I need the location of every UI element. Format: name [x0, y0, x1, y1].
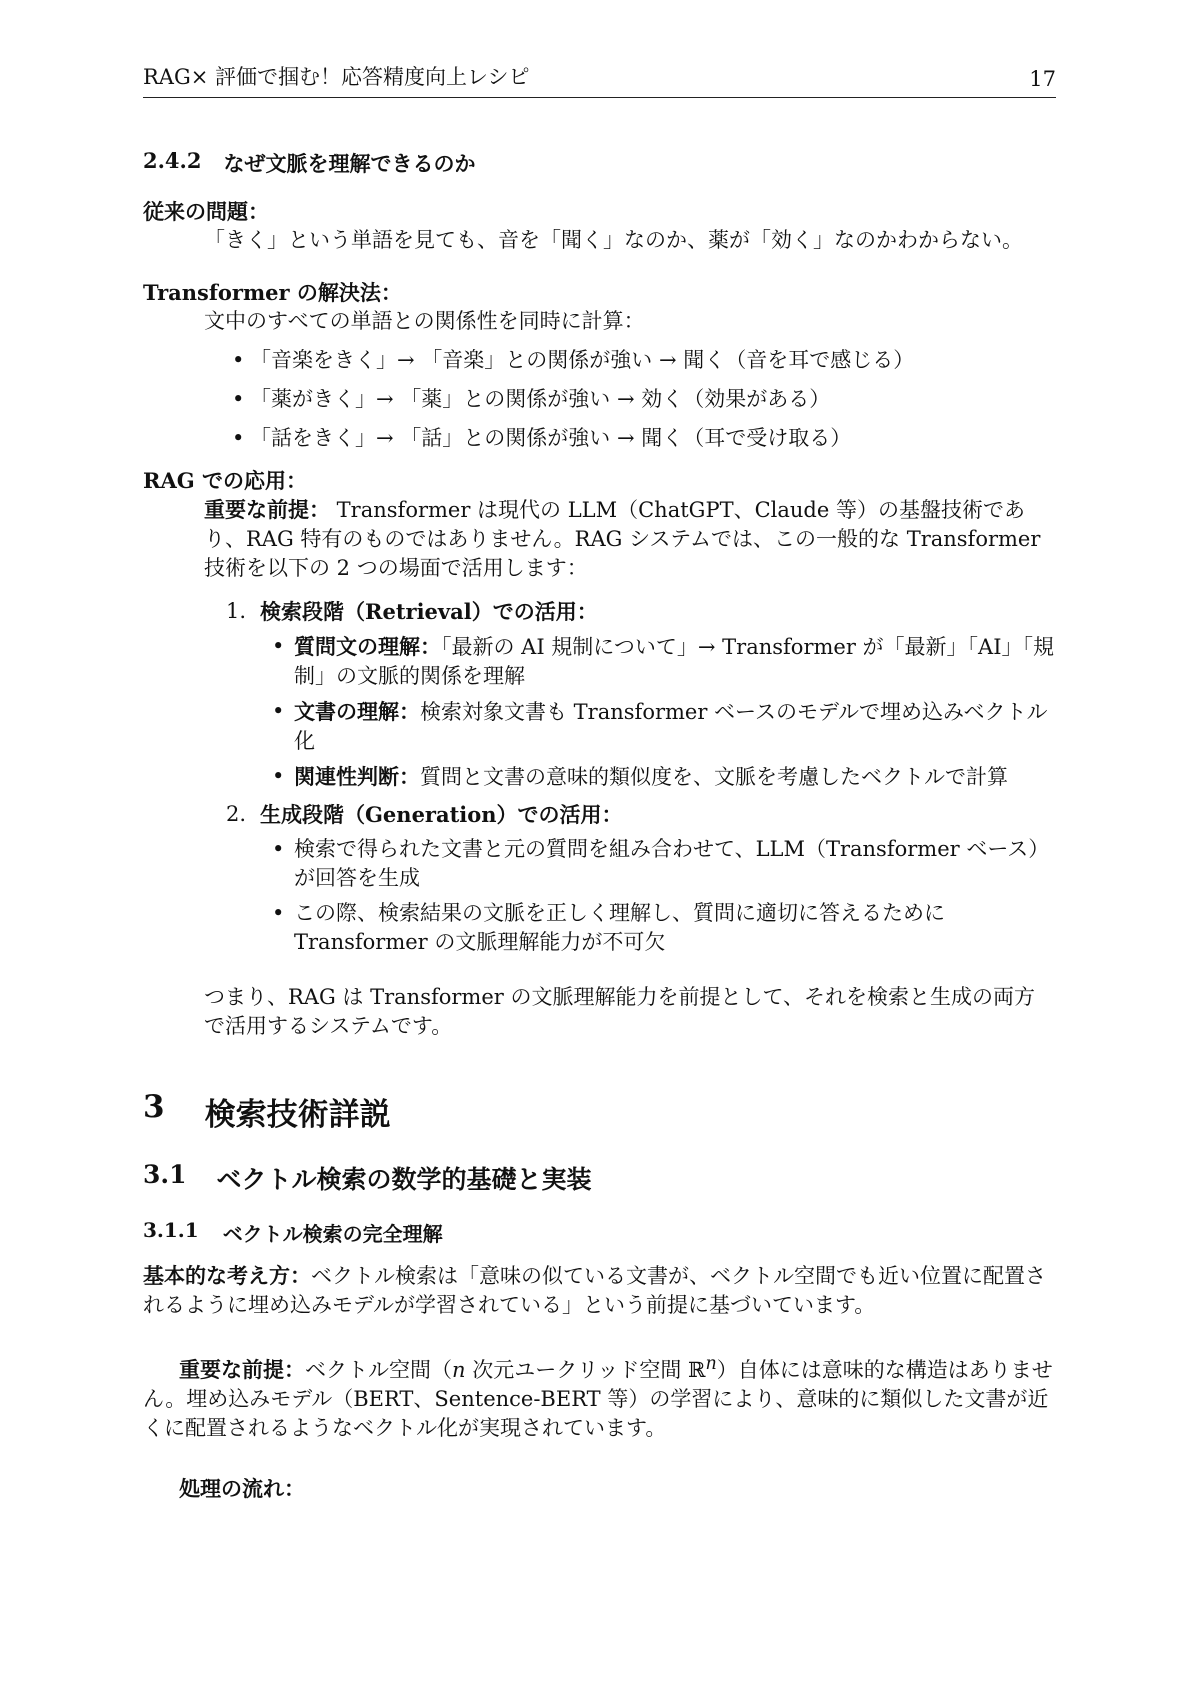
- running-header: [143, 64, 1056, 98]
- stage-number: 1.: [226, 599, 247, 623]
- list-item: [272, 697, 1056, 756]
- premise2-label: 重要な前提：: [179, 1357, 305, 1382]
- premise2-text-a: ベクトル空間（: [305, 1358, 452, 1382]
- flow-label: 処理の流れ：: [179, 1476, 305, 1501]
- header-title: RAG× 評価で掴む！応答精度向上レシピ: [143, 65, 530, 89]
- heading-3-1: [143, 1160, 1056, 1196]
- page-number: 17: [1029, 67, 1056, 91]
- basic-text: ベクトル検索は「意味の似ている文書が、ベクトル空間でも近い位置に配置されるように埋め込みモデルが学習されている」という前提に基づいています。: [143, 1264, 1046, 1317]
- rag-block: [204, 495, 1056, 1041]
- stage-number: 2.: [226, 802, 247, 826]
- list-item: • この際、検索結果の文脈を正しく理解し、質問に適切に答えるために Transformer の文脈理解能力が不可欠: [272, 899, 1056, 957]
- stage-title: 生成段階（Generation）での活用：: [260, 802, 623, 827]
- math-superscript: n: [705, 1354, 717, 1374]
- item-label: 質問文の理解：: [294, 634, 441, 659]
- math-real-symbol: ℝ: [688, 1358, 706, 1382]
- problem-label: 従来の問題：: [143, 199, 269, 224]
- basic-paragraph: [143, 1261, 1056, 1320]
- heading-title: 検索技術詳説: [204, 1097, 391, 1133]
- list-item: • 「音楽をきく」→ 「音楽」との関係が強い → 聞く（音を耳で感じる）: [232, 346, 1056, 375]
- heading-title: ベクトル検索の数学的基礎と実装: [216, 1165, 592, 1194]
- problem-body: 「きく」という単語を見ても、音を「聞く」なのか、薬が「効く」なのかわからない。: [204, 228, 1023, 252]
- heading-number: 2.4.2: [143, 148, 202, 173]
- basic-label: 基本的な考え方：: [143, 1263, 311, 1288]
- stage-item: [226, 597, 1056, 792]
- list-item: • 検索で得られた文書と元の質問を組み合わせて、LLM（Transformer ベース）が回答を生成: [272, 835, 1056, 893]
- list-item: • 「薬がきく」→ 「薬」との関係が強い → 効く（効果がある）: [232, 385, 1056, 414]
- rag-label: RAG での応用：: [143, 468, 307, 493]
- problem-text: [204, 226, 1056, 255]
- stage-sublist: [226, 835, 1056, 957]
- premise-label: 重要な前提：: [204, 497, 330, 522]
- solution-block: [204, 307, 1056, 453]
- stage-list: [204, 597, 1056, 957]
- premise-text: Transformer は現代の LLM（ChatGPT、Claude 等）の基盤技術であり、RAG 特有のものではありません。RAG システムでは、この一般的な Transformer 技術を以下の 2 つの場面で活用します：: [204, 498, 1041, 580]
- item-text: 質問と文書の意味的類似度を、文脈を考慮したベクトルで計算: [420, 765, 1008, 789]
- item-label: 文書の理解：: [294, 699, 420, 724]
- math-n: n: [452, 1358, 466, 1382]
- stage-sublist: [226, 632, 1056, 792]
- solution-intro: 文中のすべての単語との関係性を同時に計算：: [204, 309, 645, 333]
- premise2-text-b: 次元ユークリッド空間: [465, 1358, 689, 1382]
- premise2-text-c: ）自体には意味的な構造はありません。埋め込みモデル（BERT、Sentence-BERT 等）の学習により、意味的に類似した文書が近くに配置されるようなベクトル化が実現されています。: [143, 1358, 1053, 1440]
- document-page: [143, 64, 1056, 1503]
- heading-3-1-1: [143, 1218, 1056, 1247]
- heading-number: 3: [143, 1089, 165, 1125]
- premise-paragraph: [143, 1350, 1056, 1443]
- heading-section-3: [143, 1089, 1056, 1134]
- rag-conclusion: つまり、RAG は Transformer の文脈理解能力を前提として、それを検索と生成の両方で活用するシステムです。: [204, 985, 1036, 1038]
- solution-list: [204, 346, 1056, 453]
- list-item: [272, 632, 1056, 691]
- stage-item: [226, 800, 1056, 957]
- heading-title: ベクトル検索の完全理解: [222, 1222, 443, 1246]
- item-text: 「最新の AI 規制について」→ Transformer が「最新」「AI」「規制」の文脈的関係を理解: [294, 635, 1054, 688]
- stage-title: 検索段階（Retrieval）での活用：: [260, 599, 598, 624]
- heading-number: 3.1: [143, 1160, 187, 1189]
- solution-label: Transformer の解決法：: [143, 280, 402, 305]
- list-item: • 「話をきく」→ 「話」との関係が強い → 聞く（耳で受け取る）: [232, 424, 1056, 453]
- heading-title: なぜ文脈を理解できるのか: [223, 151, 476, 176]
- list-item: [272, 762, 1056, 792]
- item-text: 検索対象文書も Transformer ベースのモデルで埋め込みベクトル化: [294, 700, 1048, 753]
- item-label: 関連性判断：: [294, 764, 420, 789]
- rag-premise: [204, 495, 1056, 583]
- heading-2-4-2: [143, 148, 1056, 178]
- heading-number: 3.1.1: [143, 1218, 199, 1242]
